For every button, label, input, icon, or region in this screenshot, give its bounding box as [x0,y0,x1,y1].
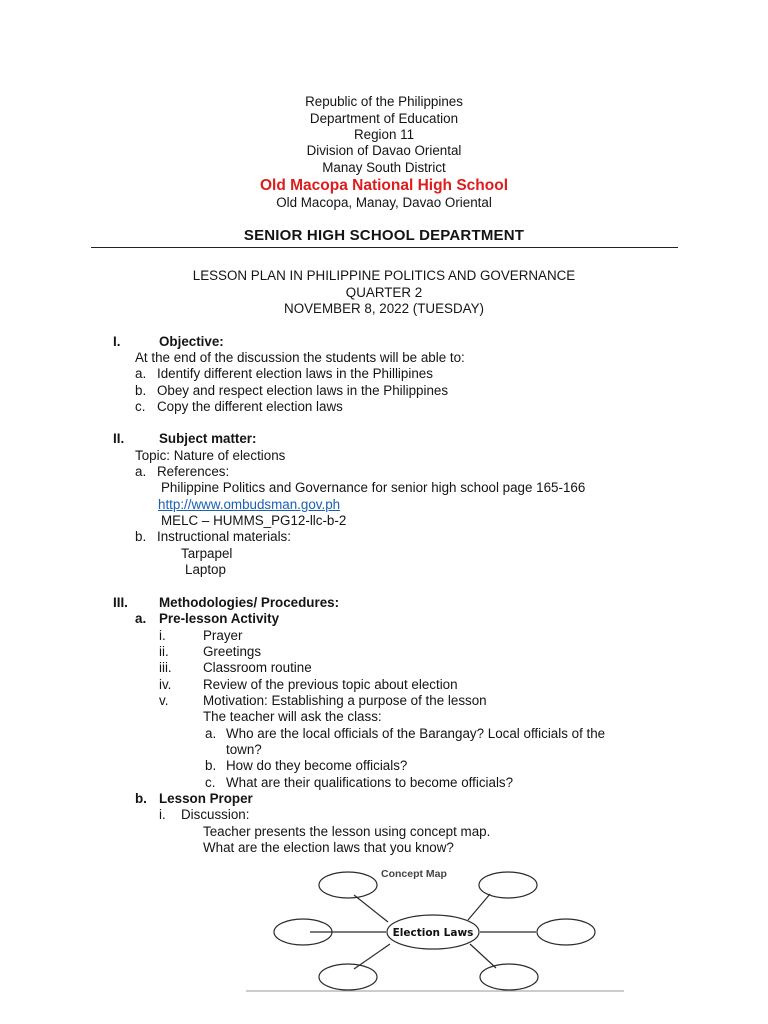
material-item: Laptop [185,562,226,577]
concept-map [240,862,630,994]
list-marker: ii. [159,644,169,659]
concept-node [480,964,538,990]
section-numeral: III. [113,595,128,610]
material-item: Tarpapel [181,546,233,561]
list-marker: a. [135,366,147,381]
connector-line [470,944,496,968]
header-district: Manay South District [322,160,446,175]
header-republic: Republic of the Philippines [305,94,463,109]
question-item: How do they become officials? [226,758,408,773]
reference-book: Philippine Politics and Governance for senior high school page 165-166 [161,480,586,495]
list-marker: a. [135,611,147,626]
discussion-text: Teacher presents the lesson using concept map. [203,824,491,839]
list-marker: iii. [159,660,172,675]
lesson-date: NOVEMBER 8, 2022 (TUESDAY) [284,301,484,316]
connector-line [354,895,388,922]
concept-node [537,919,595,945]
quarter: QUARTER 2 [345,285,423,300]
section-heading-subject: Subject matter: [159,431,257,446]
list-marker: i. [159,807,166,822]
list-marker: b. [135,791,147,806]
list-item: Identify different election laws in the Phillipines [157,366,433,381]
reference-melc: MELC – HUMMS_PG12-llc-b-2 [161,513,347,528]
discussion-label: Discussion: [181,807,250,822]
pre-lesson-heading: Pre-lesson Activity [159,611,280,626]
list-item: Prayer [203,628,243,643]
section-numeral: II. [113,431,125,446]
objective-intro: At the end of the discussion the students will be able to: [135,350,465,365]
list-marker: c. [135,399,146,414]
list-marker: c. [205,775,216,790]
list-marker: i. [159,628,166,643]
concept-node [319,872,377,898]
concept-center-label: Election Laws [392,927,474,939]
school-address: Old Macopa, Manay, Davao Oriental [276,195,492,210]
school-name: Old Macopa National High School [259,177,508,194]
header-region: Region 11 [353,127,415,142]
section-heading-objective: Objective: [159,334,224,349]
list-marker: b. [205,758,217,773]
reference-link[interactable]: http://www.ombudsman.gov.ph [158,497,341,512]
list-marker: v. [159,693,169,708]
list-marker: iv. [159,677,172,692]
question-item: Who are the local officials of the Barangay? Local officials of the [226,726,606,741]
list-marker: a. [135,464,147,479]
question-item: What are their qualifications to become officials? [226,775,514,790]
list-item: Classroom routine [203,660,312,675]
list-item: Greetings [203,644,262,659]
concept-node [479,872,537,898]
list-item: Review of the previous topic about election [203,677,458,692]
connector-line [468,894,490,920]
concept-map-title: Concept Map [381,868,447,880]
lesson-proper-heading: Lesson Proper [159,791,253,806]
section-heading-methods: Methodologies/ Procedures: [159,595,340,610]
list-item: Copy the different election laws [157,399,343,414]
references-label: References: [157,464,230,479]
department-title: SENIOR HIGH SCHOOL DEPARTMENT [243,227,525,244]
header-division: Division of Davao Oriental [306,143,462,158]
list-item: Obey and respect election laws in the Philippines [157,383,449,398]
materials-label: Instructional materials: [157,529,291,544]
motivation-intro: The teacher will ask the class: [203,709,382,724]
topic: Topic: Nature of elections [135,448,286,463]
header-divider [91,247,678,248]
list-marker: a. [205,726,217,741]
lesson-plan-title: LESSON PLAN IN PHILIPPINE POLITICS AND GOVERNANCE [192,268,576,283]
concept-node [319,964,377,990]
header-department: Department of Education [309,111,459,126]
list-marker: b. [135,529,147,544]
list-marker: b. [135,383,147,398]
section-numeral: I. [113,334,121,349]
question-item-continued: town? [226,742,262,757]
discussion-question: What are the election laws that you know? [203,840,454,855]
list-item: Motivation: Establishing a purpose of the lesson [203,693,487,708]
